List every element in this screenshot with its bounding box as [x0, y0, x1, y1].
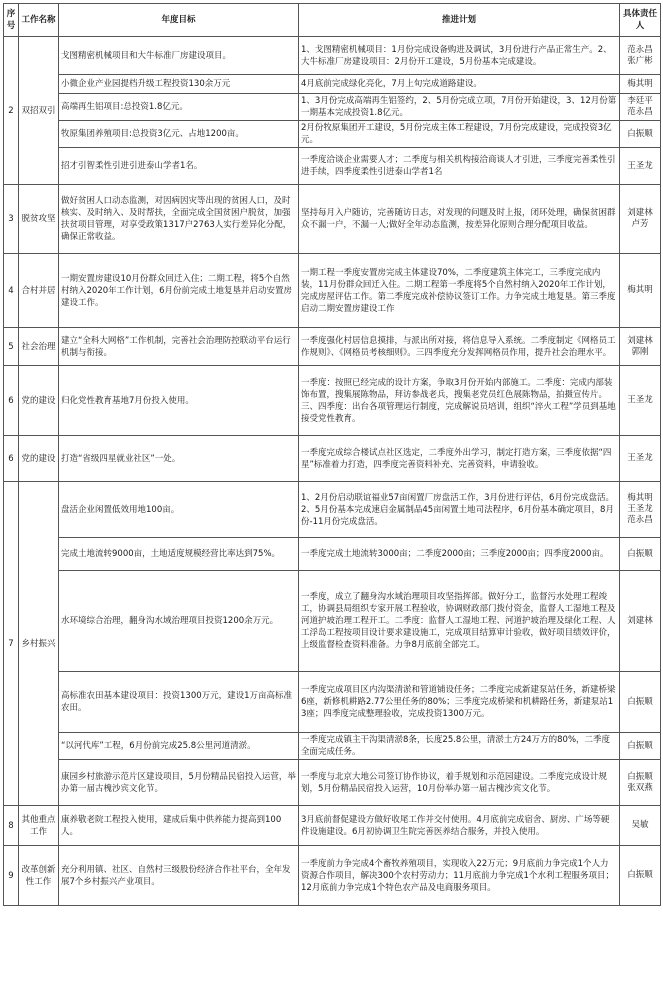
- plan-cell: 1、戈图精密机械项目：1月份完成设备购进及调试，3月份进行产品正常生产。2、大牛标准厂房建设项目：2月份开工建设，5月份基本完成建设。: [299, 37, 620, 75]
- section-category: 合村并居: [19, 254, 59, 328]
- work-plan-sheet: [3, 3, 660, 906]
- goal-cell: 康养敬老院工程投入使用，建成后集中供养能力提高到100人。: [59, 806, 299, 846]
- plan-cell: 3月底前督促建设方做好收尾工作并交付使用。4月底前完成宿舍、厨房、广场等硬件设施建设。6月初协调卫生院完善医养结合服务，并投入使用。: [299, 806, 620, 846]
- plan-cell: 一季度完成综合楼试点社区选定，二季度外出学习，制定打造方案，三季度依据“四星”标准着力打造，四季度完善资料补充、完善资料，申请验收。: [299, 436, 620, 482]
- person-name: 刘建林: [627, 335, 653, 346]
- table-row: [4, 94, 661, 121]
- person-name: 卢芳: [631, 219, 649, 229]
- goal-cell: 归化党性教育基地7月份投入使用。: [59, 366, 299, 436]
- goal-cell: 打造“省级四星就业社区”一处。: [59, 436, 299, 482]
- table-row: [4, 328, 661, 366]
- table-row: [4, 148, 661, 185]
- work-plan-table: [3, 3, 661, 906]
- plan-cell: 一季度洽谈企业需要人才；二季度与相关机构接洽商谈人才引进，三季度完善柔性引进手续，四季度柔性引进泰山学者1名: [299, 148, 620, 185]
- person-name: 王圣龙: [627, 160, 653, 171]
- goal-cell: 盘活企业闲置低效用地100亩。: [59, 482, 299, 538]
- table-row: [4, 436, 661, 482]
- person-name: 白振顺: [627, 548, 653, 559]
- goal-cell: 做好贫困人口动态监测，对因病因灾等出现的贫困人口，及时核实、及时纳入、及时帮扶，全面完成全国贫困户脱贫，加强扶贫项目管理，对享受政策1317户2763人实行差异化分配，确保正常收益。: [59, 185, 299, 254]
- person-cell: [620, 366, 661, 436]
- person-name: 郭刚: [631, 346, 649, 357]
- goal-cell: 水环境综合治理，翻身沟水域治理项目投资1200余万元。: [59, 571, 299, 672]
- person-name: 梅其明: [627, 285, 653, 295]
- person-name: 范永昌: [627, 107, 653, 117]
- section-category: 党的建设: [19, 436, 59, 482]
- header-plan: 推进计划: [299, 4, 620, 37]
- person-name: 刘建林: [627, 208, 653, 218]
- goal-cell: 招才引智柔性引进引进泰山学者1名。: [59, 148, 299, 185]
- table-row: [4, 185, 661, 254]
- person-name: 李廷平: [627, 96, 653, 106]
- table-row: [4, 846, 661, 906]
- person-cell: [620, 436, 661, 482]
- person-cell: [620, 328, 661, 366]
- person-name: 梅其明: [627, 78, 653, 89]
- header-person: 具体责任人: [620, 4, 661, 37]
- plan-cell: 一季度前力争完成4个畜牧养殖项目，实现收入22万元；9月底前力争完成1个人力资源合作项目，解决300个农村劳动力；11月底前力争完成1个水利工程服务项目；12月底前力争完成1个特色农产品及电商服务项目。: [299, 846, 620, 906]
- section-category: 脱贫攻坚: [19, 185, 59, 254]
- section-number: 8: [4, 806, 19, 846]
- person-cell: [620, 846, 661, 906]
- goal-cell: “以河代库”工程，6月份前完成25.8公里河道清淤。: [59, 733, 299, 760]
- table-row: [4, 806, 661, 846]
- person-cell: [620, 185, 661, 254]
- plan-cell: 1、3月份完成高端再生铝签约，2、5月份完成立项，7月份开始建设，3、12月份第一期基本完成投资1.8亿元。: [299, 94, 620, 121]
- person-name: 王圣龙: [627, 504, 653, 514]
- section-category: 双招双引: [19, 37, 59, 185]
- section-number: 9: [4, 846, 19, 906]
- plan-cell: 1、2月份启动联谊福业57亩闲置厂房盘活工作，3月份进行评估，6月份完成盘活。2、5月份基本完成速启金属制品45亩闲置土地司法程序，6月份基本确定项目，8月份-11月份完成盘活。: [299, 482, 620, 538]
- section-category: 乡村振兴: [19, 482, 59, 806]
- goal-cell: 建立“全科大网格”工作机制，完善社会治理防控联动平台运行机制与衔接。: [59, 328, 299, 366]
- person-name: 王圣龙: [627, 395, 653, 405]
- section-number: 7: [4, 482, 19, 806]
- goal-cell: 一期安置房建设10月份群众回迁入住；二期工程，将5个自然村纳入2020年工作计划，6月份前完成土地复垦并启动安置房建设工作。: [59, 254, 299, 328]
- table-row: [4, 672, 661, 733]
- person-cell: [620, 806, 661, 846]
- person-name: 白振顺: [627, 696, 653, 707]
- plan-cell: 一季度，成立了翻身沟水域治理项目攻坚指挥部。做好分工，监督污水处理工程竣工，协调县局组织专家开展工程验收，协调财政部门拨付资金，监督人工湿地工程及河道护坡治理工程开工。二季度：监督人工湿地工程、河道护坡治理及绿化工程、人工浮岛工程按项目设计要求建设施工，完成项目结算审计验收，做好项目绩效评价，上级监督检查资料准备。力争8月底前全部完工。: [299, 571, 620, 672]
- plan-cell: 坚持每月入户随访，完善随访日志，对发现的问题及时上报，闭环处理，确保贫困群众不漏一户，不漏一人;做好全年动态监测，按差异化原则合理分配项目收益。: [299, 185, 620, 254]
- header-category: 工作名称: [19, 4, 59, 37]
- person-name: 白振顺: [627, 870, 653, 880]
- plan-cell: 一季度强化村居信息摸排，与派出所对接，将信息导入系统。二季度制定《网格员工作规则》、《网格员考核细则》。三四季度充分发挥网格员作用，提升社会治理水平。: [299, 328, 620, 366]
- goal-cell: 戈图精密机械项目和大牛标准厂房建设项目。: [59, 37, 299, 75]
- goal-cell: 高端再生铝项目:总投资1.8亿元。: [59, 94, 299, 121]
- person-cell: [620, 571, 661, 672]
- person-cell: [620, 254, 661, 328]
- header-row: [4, 4, 661, 37]
- person-name: 范永昌: [627, 515, 653, 525]
- person-cell: [620, 37, 661, 75]
- person-cell: [620, 760, 661, 806]
- table-row: [4, 37, 661, 75]
- table-body: [4, 37, 661, 906]
- section-category: 社会治理: [19, 328, 59, 366]
- person-name: 张双燕: [627, 782, 653, 793]
- person-cell: [620, 94, 661, 121]
- person-name: 白振顺: [627, 128, 653, 139]
- person-name: 梅其明: [627, 493, 653, 503]
- table-row: [4, 733, 661, 760]
- section-number: 5: [4, 328, 19, 366]
- table-row: [4, 760, 661, 806]
- section-number: 6: [4, 436, 19, 482]
- table-row: [4, 121, 661, 148]
- goal-cell: 充分利用镇、社区、自然村三级股份经济合作社平台，全年发展7个乡村振兴产业项目。: [59, 846, 299, 906]
- person-cell: [620, 148, 661, 185]
- person-name: 王圣龙: [627, 453, 653, 463]
- plan-cell: 2月份牧原集团开工建设，5月份完成主体工程建设，7月份完成建设，完成投资3亿元。: [299, 121, 620, 148]
- header-no: 序号: [4, 4, 19, 37]
- table-row: [4, 571, 661, 672]
- person-name: 白振顺: [627, 740, 653, 751]
- section-number: 2: [4, 37, 19, 185]
- person-name: 白振顺: [627, 771, 653, 782]
- person-cell: [620, 482, 661, 538]
- plan-cell: 一期工程一季度安置房完成主体建设70%，二季度建筑主体完工，三季度完成内装，11月份群众回迁入住。二期工程第一季度将5个自然村纳入2020年工作计划，完成房屋评估工作。第二季度完成补偿协议签订工作。力争完成土地复垦。第三季度启动二期安置房建设工作: [299, 254, 620, 328]
- goal-cell: 康园乡村旅游示范片区建设项目，5月份精品民宿投入运营，举办第一届古槐沙宾文化节。: [59, 760, 299, 806]
- goal-cell: 完成土地流转9000亩，土地适度规模经营比率达到75%。: [59, 538, 299, 571]
- person-name: 张广彬: [627, 55, 653, 66]
- plan-cell: 一季度完成镇主干沟渠清淤8条，长度25.8公里，清淤土方24万方的80%，二季度全面完成任务。: [299, 733, 620, 760]
- section-category: 改革创新性工作: [19, 846, 59, 906]
- person-cell: [620, 672, 661, 733]
- table-row: [4, 75, 661, 94]
- person-name: 范永昌: [627, 44, 653, 55]
- person-name: 刘建林: [627, 615, 653, 626]
- goal-cell: 牧原集团养殖项目:总投资3亿元、占地1200亩。: [59, 121, 299, 148]
- person-cell: [620, 538, 661, 571]
- section-category: 党的建设: [19, 366, 59, 436]
- plan-cell: 一季度完成土地流转3000亩；二季度2000亩；三季度2000亩；四季度2000亩。: [299, 538, 620, 571]
- header-goal: 年度目标: [59, 4, 299, 37]
- table-row: [4, 482, 661, 538]
- person-cell: [620, 75, 661, 94]
- table-row: [4, 254, 661, 328]
- goal-cell: 高标准农田基本建设项目：投资1300万元，建设1万亩高标准农田。: [59, 672, 299, 733]
- plan-cell: 一季度与北京大地公司签订协作协议，着手规划和示范园建设。二季度完成设计规划，5月份精品民宿投入运营，10月份举办第一届古槐沙宾文化节。: [299, 760, 620, 806]
- section-number: 6: [4, 366, 19, 436]
- section-category: 其他重点工作: [19, 806, 59, 846]
- section-number: 3: [4, 185, 19, 254]
- plan-cell: 一季度完成项目区内沟渠清淤和管道铺设任务；二季度完成新建泵站任务，新建桥梁6座，新修机耕路2.77公里任务的80%；三季度完成桥梁和机耕路任务，新建泵站13座；四季度完成整理验收，完成投资1300万元。: [299, 672, 620, 733]
- table-row: [4, 366, 661, 436]
- plan-cell: 4月底前完成绿化亮化，7月上旬完成道路建设。: [299, 75, 620, 94]
- person-cell: [620, 121, 661, 148]
- table-row: [4, 538, 661, 571]
- person-name: 吴敏: [631, 820, 649, 830]
- person-cell: [620, 733, 661, 760]
- plan-cell: 一季度：按照已经完成的设计方案，争取3月份开始内部施工。二季度：完成内部装饰布置，搜集展陈物品，拜访参战老兵，搜集老党员红色展陈物品，拍摄宣传片。三、四季度：出台各项管理运行制度，完成解说员培训，组织“淬火工程”学员到基地接受党性教育。: [299, 366, 620, 436]
- section-number: 4: [4, 254, 19, 328]
- goal-cell: 小微企业产业园提档升级工程投资130余万元: [59, 75, 299, 94]
